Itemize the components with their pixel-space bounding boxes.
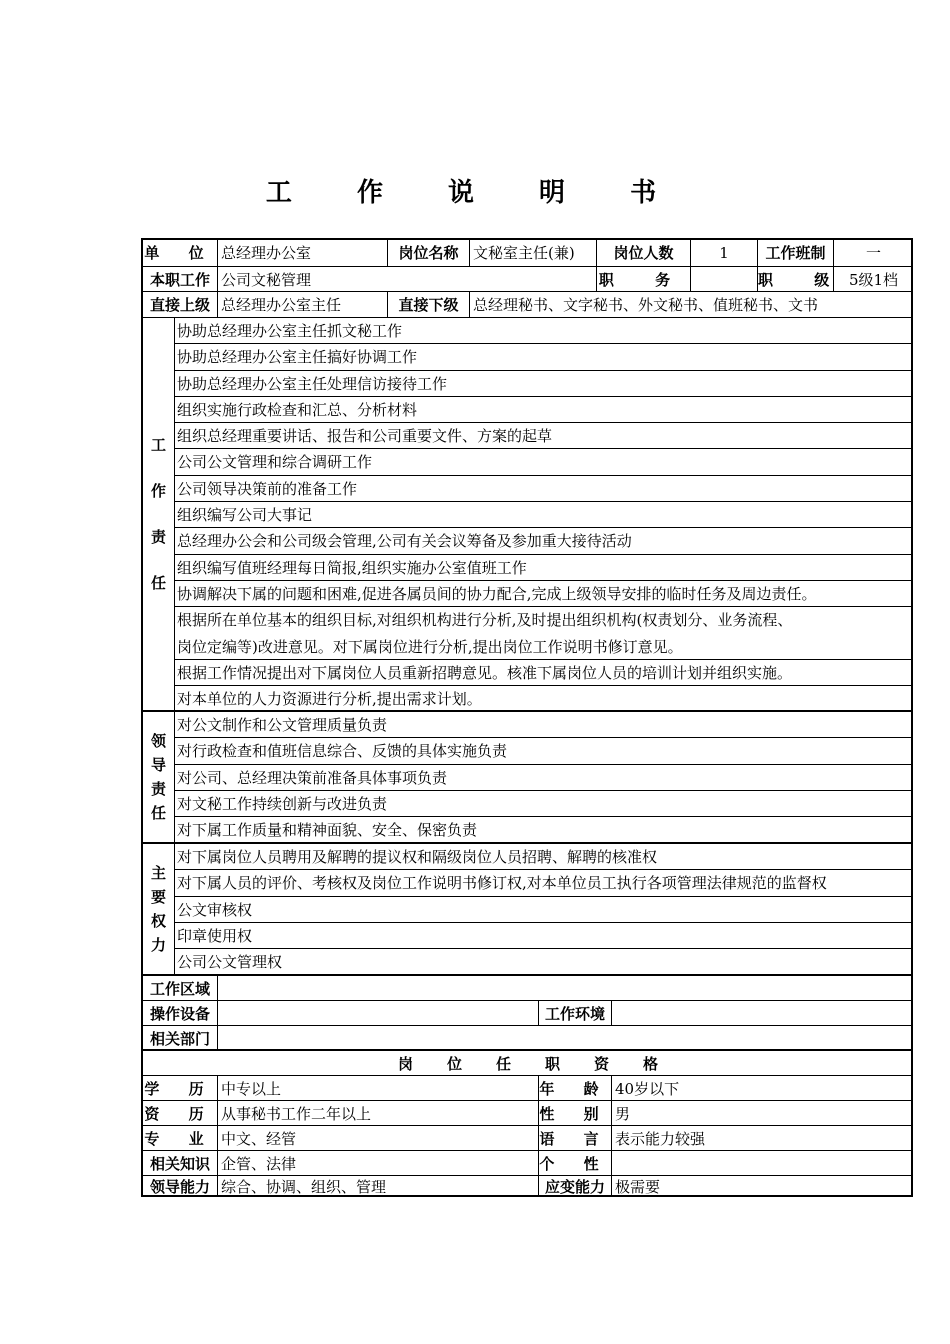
dept-value: [218, 1026, 913, 1049]
document-title: 工 作 说 明 书: [265, 178, 685, 208]
qual-label: 个 性: [539, 1151, 612, 1175]
list-item: 公司公文管理和综合调研工作: [175, 449, 911, 475]
list-item: 对公文制作和公文管理质量负责: [175, 712, 911, 738]
shift-label: 工作班制: [758, 240, 834, 266]
equipment-row: [143, 1001, 911, 1026]
list-item: 组织总经理重要讲话、报告和公司重要文件、方案的起草: [175, 423, 911, 449]
label-char: 任: [150, 804, 166, 822]
post-name-value: 文秘室主任(兼): [470, 240, 597, 266]
list-item: 印章使用权: [175, 923, 911, 949]
label-char: 责: [150, 780, 166, 798]
duty-label: 职 务: [597, 267, 691, 291]
qual-label: 专 业: [143, 1126, 218, 1150]
equipment-label: 操作设备: [143, 1001, 218, 1025]
list-item: 对行政检查和值班信息综合、反馈的具体实施负责: [175, 738, 911, 764]
work-area-row: [143, 976, 911, 1001]
shift-value: 一: [865, 244, 881, 262]
grade-value: 5级1档: [848, 271, 899, 289]
qual-value: 极需要: [615, 1178, 661, 1196]
subordinate-value: 总经理秘书、文字秘书、外文秘书、值班秘书、文书: [473, 296, 819, 314]
qual-label: 年 龄: [539, 1076, 612, 1100]
subordinate-label: 直接下级: [388, 292, 470, 317]
qual-value: 企管、法律: [218, 1151, 539, 1175]
responsibilities-label: [143, 318, 175, 710]
list-item: 对下属工作质量和精神面貌、安全、保密负责: [177, 821, 478, 840]
responsibilities-section: [143, 318, 911, 712]
qual-label: 应变能力: [539, 1176, 612, 1197]
headcount-value: 1: [691, 240, 758, 266]
equipment-value: [218, 1001, 539, 1025]
leadership-label: [143, 712, 175, 842]
leadership-section: [143, 712, 911, 844]
list-item: 对本单位的人力资源进行分析,提出需求计划。: [177, 690, 482, 709]
qual-label: 学 历: [143, 1076, 218, 1100]
env-value: [612, 1001, 913, 1025]
list-item: 总经理办公会和公司级会管理,公司有关会议筹备及参加重大接待活动: [175, 528, 911, 554]
list-item: 组织编写值班经理每日简报,组织实施办公室值班工作: [175, 555, 911, 581]
job-description-table: [141, 238, 913, 1197]
qual-value: 中文、经管: [218, 1126, 539, 1150]
superior-value: 总经理办公室主任: [218, 292, 388, 317]
list-item: 公文审核权: [175, 897, 911, 923]
qual-label: 相关知识: [143, 1151, 218, 1175]
qualification-row: [143, 1101, 911, 1126]
qual-value: 从事秘书工作二年以上: [218, 1101, 539, 1125]
qual-value: 男: [615, 1105, 631, 1123]
qual-label: 语 言: [539, 1126, 612, 1150]
qualifications-heading: 岗位任职资格: [397, 1055, 692, 1073]
qual-value: 综合、协调、组织、管理: [218, 1176, 539, 1197]
label-char: 领: [150, 732, 166, 750]
superior-label: 直接上级: [143, 292, 218, 317]
list-item: 对文秘工作持续创新与改进负责: [175, 791, 911, 817]
leadership-list: [175, 712, 911, 843]
list-item: 对公司、总经理决策前准备具体事项负责: [175, 765, 911, 791]
qual-value: 中专以上: [218, 1076, 539, 1100]
label-char: 责: [150, 528, 166, 546]
label-char: 任: [150, 574, 166, 592]
authority-section: [143, 844, 911, 976]
work-value: 公司文秘管理: [218, 267, 597, 291]
duty-value: [691, 267, 758, 291]
list-item: 公司公文管理权: [177, 953, 283, 972]
qualifications-heading-row: [143, 1051, 911, 1076]
label-char: 力: [150, 936, 166, 954]
headcount-label: 岗位人数: [597, 240, 691, 266]
dept-row: [143, 1026, 911, 1051]
label-char: 作: [150, 482, 166, 500]
qual-label: 资 历: [143, 1101, 218, 1125]
label-char: 权: [150, 912, 166, 930]
header-row-2: [143, 267, 911, 292]
list-item: 根据所在单位基本的组织目标,对组织机构进行分析,及时提出组织机构(权责划分、业务流程、: [177, 611, 793, 630]
qualification-row: [143, 1151, 911, 1176]
list-item: 岗位定编等)改进意见。对下属岗位进行分析,提出岗位工作说明书修订意见。: [175, 634, 911, 660]
header-row-3: [143, 292, 911, 318]
work-label: 本职工作: [143, 267, 218, 291]
grade-label: 职 级: [758, 267, 834, 291]
env-label: 工作环境: [539, 1001, 612, 1025]
qual-label: 性 别: [539, 1101, 612, 1125]
responsibilities-list: [175, 318, 911, 712]
label-char: 导: [150, 756, 166, 774]
qual-label: 领导能力: [143, 1176, 218, 1197]
post-name-label: 岗位名称: [388, 240, 470, 266]
list-item: 协助总经理办公室主任处理信访接待工作: [175, 371, 911, 397]
qualification-row: [143, 1076, 911, 1101]
header-row-1: [143, 240, 911, 267]
qual-value: 表示能力较强: [615, 1130, 706, 1148]
area-value: [218, 976, 913, 1000]
authority-list: [175, 844, 911, 975]
qualification-row: [143, 1126, 911, 1151]
list-item: 协助总经理办公室主任搞好协调工作: [175, 344, 911, 370]
unit-label: 单 位: [143, 240, 218, 266]
label-char: 主: [150, 864, 166, 882]
list-item: 公司领导决策前的准备工作: [175, 476, 911, 502]
list-item: 协助总经理办公室主任抓文秘工作: [175, 318, 911, 344]
list-item: 对下属岗位人员聘用及解聘的提议权和隔级岗位人员招聘、解聘的核准权: [175, 844, 911, 870]
qual-value: [612, 1151, 913, 1175]
label-char: 要: [150, 888, 166, 906]
qualification-row: [143, 1176, 911, 1197]
authority-label: [143, 844, 175, 974]
list-item: 对下属人员的评价、考核权及岗位工作说明书修订权,对本单位员工执行各项管理法律规范的监督权: [175, 870, 911, 896]
list-item: 协调解决下属的问题和困难,促进各属员间的协力配合,完成上级领导安排的临时任务及周边责任。: [175, 581, 911, 607]
list-item: 根据工作情况提出对下属岗位人员重新招聘意见。核准下属岗位人员的培训计划并组织实施。: [175, 660, 911, 686]
unit-value: 总经理办公室: [218, 240, 388, 266]
list-item: 组织编写公司大事记: [175, 502, 911, 528]
label-char: 工: [150, 436, 166, 454]
list-item: 组织实施行政检查和汇总、分析材料: [175, 397, 911, 423]
qual-value: 40岁以下: [615, 1080, 680, 1098]
area-label: 工作区域: [143, 976, 218, 1000]
dept-label: 相关部门: [143, 1026, 218, 1049]
